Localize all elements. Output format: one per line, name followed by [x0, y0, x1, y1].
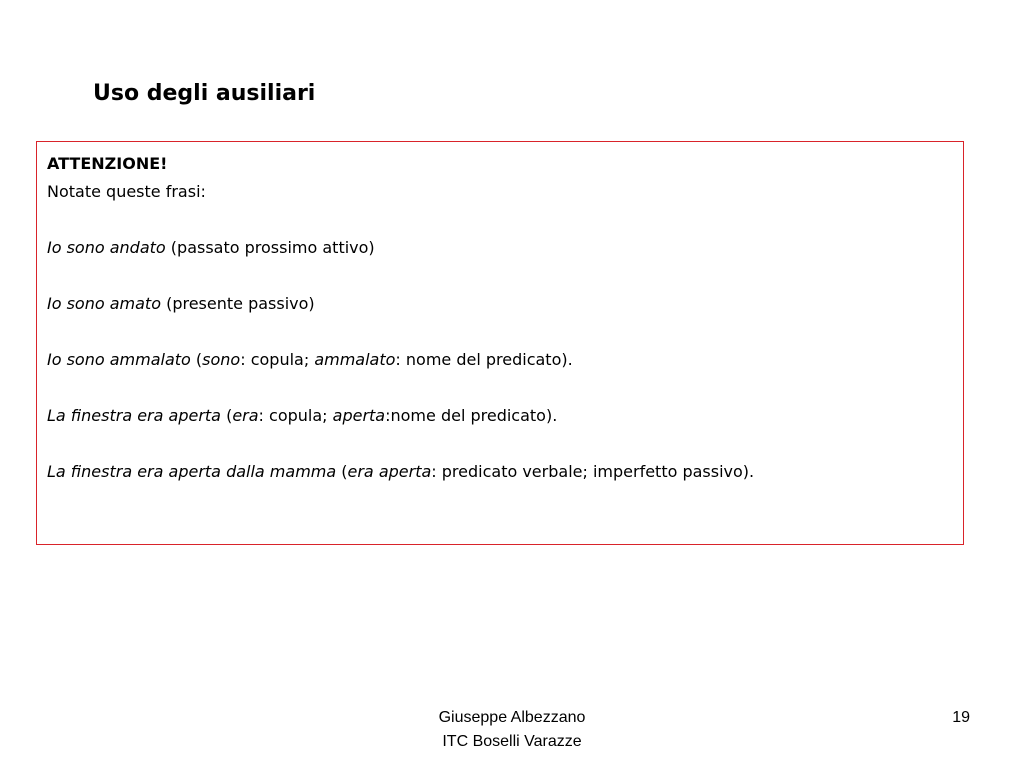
example-3-term-1: sono [202, 350, 241, 369]
example-line-5 [47, 458, 953, 486]
intro-text: Notate queste frasi: [47, 182, 206, 201]
example-4-open: ( [220, 406, 233, 425]
example-4-term-2: aperta [332, 406, 386, 425]
slide-title: Uso degli ausiliari [93, 81, 316, 106]
example-line-4 [47, 402, 953, 430]
footer-author [380, 706, 644, 754]
example-5-phrase: La finestra era aperta dalla mamma [47, 462, 337, 481]
example-4-mid: : copula; [258, 406, 333, 425]
example-line-3 [47, 346, 953, 374]
example-3-phrase: Io sono ammalato [47, 350, 191, 369]
example-2-note: (presente passivo) [161, 294, 315, 313]
footer-school-name: ITC Boselli Varazze [442, 733, 582, 750]
example-4-end: :nome del predicato). [385, 406, 558, 425]
example-line-2 [47, 290, 953, 318]
example-line-1 [47, 234, 953, 262]
example-5-open: ( [336, 462, 348, 481]
attention-box [36, 141, 964, 545]
example-3-mid: : copula; [240, 350, 315, 369]
example-1-phrase: Io sono andato [47, 238, 166, 257]
attention-heading: ATTENZIONE! [47, 154, 168, 173]
example-1-note: (passato prossimo attivo) [165, 238, 375, 257]
footer-author-name: Giuseppe Albezzano [438, 709, 586, 726]
example-4-phrase: La finestra era aperta [47, 406, 221, 425]
example-3-end: : nome del predicato). [395, 350, 573, 369]
example-5-term-1: era aperta [347, 462, 432, 481]
example-2-phrase: Io sono amato [47, 294, 161, 313]
page-number: 19 [952, 709, 970, 726]
example-4-term-1: era [232, 406, 259, 425]
example-3-open: ( [190, 350, 203, 369]
example-3-term-2: ammalato [314, 350, 396, 369]
example-5-end: : predicato verbale; imperfetto passivo). [431, 462, 755, 481]
